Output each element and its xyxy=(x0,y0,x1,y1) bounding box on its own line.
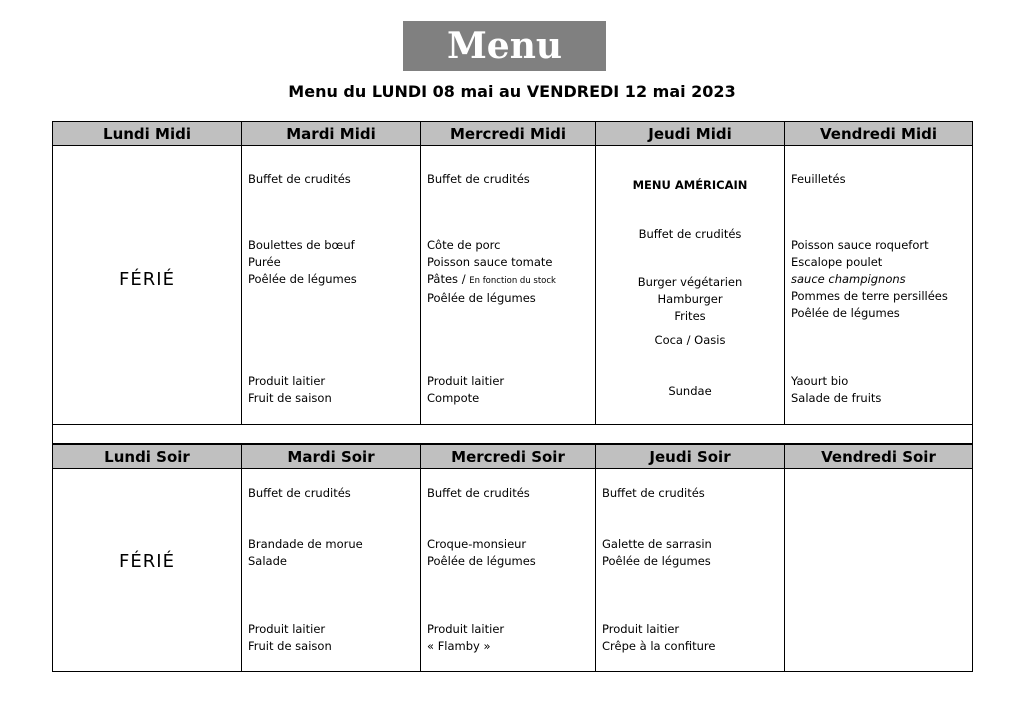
menu-item: Produit laitier xyxy=(427,622,505,636)
entree xyxy=(248,171,416,188)
menu-item: Burger végétarien xyxy=(637,275,743,289)
menu-item: Fruit de saison xyxy=(248,391,332,405)
entree xyxy=(602,485,780,502)
menu-item xyxy=(427,271,591,290)
menu-item: Poêlée de légumes xyxy=(427,554,536,568)
menu-title: Menu xyxy=(403,21,606,71)
menu-item-text: Pâtes / xyxy=(427,272,466,286)
menu-item: Buffet de crudités xyxy=(427,172,530,186)
dessert xyxy=(791,373,968,407)
menu-item: Feuilletés xyxy=(791,172,846,186)
menu-item: Poêlée de légumes xyxy=(602,554,711,568)
menu-item: Croque-monsieur xyxy=(427,537,527,551)
header-mercredi-soir: Mercredi Soir xyxy=(421,445,596,469)
ferie-label: FÉRIÉ xyxy=(119,551,175,572)
menu-item: Frites xyxy=(674,309,706,323)
menu-item: Poêlée de légumes xyxy=(427,291,536,305)
menu-item: Produit laitier xyxy=(248,374,326,388)
dessert xyxy=(427,373,591,407)
menu-item: MENU AMÉRICAIN xyxy=(632,178,748,192)
header-vendredi-soir: Vendredi Soir xyxy=(785,445,973,469)
menu-item: Escalope poulet xyxy=(791,255,883,269)
menu-item: Buffet de crudités xyxy=(248,172,351,186)
entree xyxy=(427,485,591,502)
header-lundi-soir: Lundi Soir xyxy=(53,445,242,469)
dessert xyxy=(602,621,780,655)
header-vendredi-midi: Vendredi Midi xyxy=(785,122,973,146)
menu-subtitle: Menu du LUNDI 08 mai au VENDREDI 12 mai 2023 xyxy=(288,82,736,101)
menu-item: Brandade de morue xyxy=(248,537,363,551)
table-spacer xyxy=(53,425,973,444)
entree xyxy=(427,171,591,188)
menu-item: Crêpe à la confiture xyxy=(602,639,716,653)
plat xyxy=(596,274,784,325)
menu-item: Salade de fruits xyxy=(791,391,882,405)
cell-mercredi-soir xyxy=(421,469,595,671)
menu-item: sauce champignons xyxy=(791,272,906,286)
menu-item: Produit laitier xyxy=(248,622,326,636)
cell-jeudi-soir xyxy=(596,469,784,671)
menu-item: Yaourt bio xyxy=(791,374,849,388)
dessert xyxy=(427,621,591,655)
menu-item: Poisson sauce tomate xyxy=(427,255,553,269)
menu-item: Poêlée de légumes xyxy=(248,272,357,286)
plat xyxy=(602,536,780,570)
cell-lundi-midi xyxy=(53,146,241,424)
menu-item: Poêlée de légumes xyxy=(791,306,900,320)
cell-lundi-soir xyxy=(53,469,241,671)
header-lundi-midi: Lundi Midi xyxy=(53,122,242,146)
menu-item: Boulettes de bœuf xyxy=(248,238,355,252)
cell-vendredi-midi xyxy=(785,146,972,424)
boisson xyxy=(596,332,784,349)
menu-item: Compote xyxy=(427,391,480,405)
menu-theme xyxy=(596,177,784,194)
plat xyxy=(248,237,416,288)
plat xyxy=(791,237,968,322)
menu-item: Purée xyxy=(248,255,281,269)
lunch-menu-table xyxy=(52,121,973,444)
dessert xyxy=(248,621,416,655)
header-jeudi-midi: Jeudi Midi xyxy=(596,122,785,146)
cell-vendredi-soir xyxy=(785,469,972,671)
menu-item: Fruit de saison xyxy=(248,639,332,653)
header-mercredi-midi: Mercredi Midi xyxy=(421,122,596,146)
header-jeudi-soir: Jeudi Soir xyxy=(596,445,785,469)
header-mardi-midi: Mardi Midi xyxy=(242,122,421,146)
menu-item: Salade xyxy=(248,554,287,568)
cell-mardi-midi xyxy=(242,146,420,424)
menu-item: Hamburger xyxy=(657,292,723,306)
entree xyxy=(791,171,968,188)
entree xyxy=(596,226,784,243)
menu-item-note: En fonction du stock xyxy=(469,276,556,286)
menu-item: Poisson sauce roquefort xyxy=(791,238,929,252)
menu-item: Buffet de crudités xyxy=(602,486,705,500)
dessert xyxy=(596,383,784,400)
menu-item: Produit laitier xyxy=(427,374,505,388)
header-mardi-soir: Mardi Soir xyxy=(242,445,421,469)
plat xyxy=(248,536,416,570)
menu-item: Produit laitier xyxy=(602,622,680,636)
menu-item: « Flamby » xyxy=(427,639,491,653)
plat xyxy=(427,536,591,570)
cell-jeudi-midi xyxy=(596,146,784,424)
cell-mercredi-midi xyxy=(421,146,595,424)
cell-mardi-soir xyxy=(242,469,420,671)
menu-item: Galette de sarrasin xyxy=(602,537,712,551)
menu-item: Buffet de crudités xyxy=(638,227,742,241)
entree xyxy=(248,485,416,502)
menu-item: Coca / Oasis xyxy=(654,333,726,347)
dinner-menu-table xyxy=(52,444,973,672)
menu-item: Sundae xyxy=(668,384,712,398)
ferie-label: FÉRIÉ xyxy=(119,269,175,290)
plat xyxy=(427,237,591,307)
dessert xyxy=(248,373,416,407)
menu-item: Buffet de crudités xyxy=(248,486,351,500)
menu-item: Pommes de terre persillées xyxy=(791,289,948,303)
menu-item: Buffet de crudités xyxy=(427,486,530,500)
menu-item: Côte de porc xyxy=(427,238,501,252)
